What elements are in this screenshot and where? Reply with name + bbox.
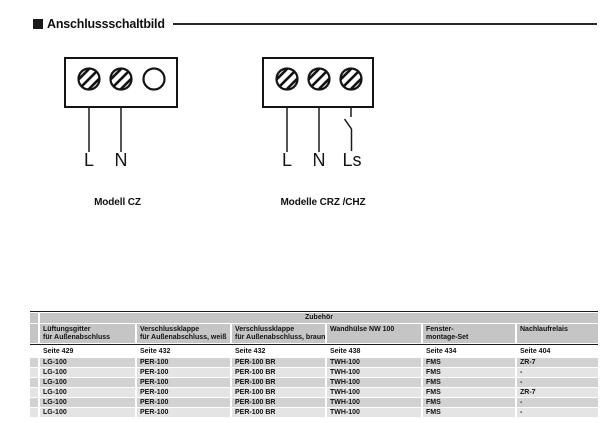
column-header-line1: Wandhülse NW 100	[330, 326, 395, 333]
table-cell: PER-100	[137, 358, 230, 367]
table-cell: PER-100	[137, 398, 230, 407]
table-body	[30, 358, 598, 417]
column-header-line2: montage-Set	[426, 334, 469, 341]
wire-label-n: N	[114, 150, 128, 170]
column-header	[232, 324, 325, 343]
table-cell: PER-100	[137, 378, 230, 387]
table-title-row	[30, 313, 598, 323]
table-title: Zubehör	[40, 313, 598, 323]
diagram-caption-crz-chz: Modelle CRZ /CHZ	[280, 197, 366, 208]
table-row	[30, 368, 598, 377]
table-top-border	[30, 311, 598, 312]
table-cell: LG-100	[40, 358, 135, 367]
table-cell: PER-100 BR	[232, 408, 325, 417]
table-strip-cell	[30, 378, 38, 387]
table-strip-cell	[30, 388, 38, 397]
table-cell: TWH-100	[327, 388, 421, 397]
column-header-line1: Lüftungsgitter	[43, 326, 91, 333]
column-header-line2: für Außenabschluss	[43, 334, 111, 341]
table-cell: PER-100 BR	[232, 368, 325, 377]
wire-label-ls: Ls	[342, 150, 362, 170]
switch-icon	[345, 119, 352, 129]
table-cell: TWH-100	[327, 378, 421, 387]
section-header	[33, 16, 597, 32]
table-cell: -	[517, 378, 598, 387]
page-ref-cell: Seite 432	[232, 346, 325, 357]
table-cell: TWH-100	[327, 398, 421, 407]
table-cell: PER-100 BR	[232, 378, 325, 387]
table-cell: ZR-7	[517, 358, 598, 367]
column-header-line1: Verschlussklappe	[235, 326, 295, 333]
page-ref-cell: Seite 429	[40, 346, 135, 357]
table-row	[30, 408, 598, 417]
table-cell: LG-100	[40, 378, 135, 387]
page-ref-cell: Seite 432	[137, 346, 230, 357]
table-cell: FMS	[423, 398, 515, 407]
column-header	[327, 324, 421, 343]
section-marker-icon	[33, 19, 43, 29]
column-header-line2: für Außenabschluss, weiß	[140, 334, 227, 341]
table-row	[30, 398, 598, 407]
diagram-caption-cz: Modell CZ	[94, 197, 141, 208]
table-row	[30, 358, 598, 367]
table-row	[30, 378, 598, 387]
column-header	[40, 324, 135, 343]
table-strip-cell	[30, 398, 38, 407]
table-cell: PER-100 BR	[232, 358, 325, 367]
column-header	[517, 324, 598, 343]
wire-label-n: N	[312, 150, 326, 170]
table-cell: ZR-7	[517, 388, 598, 397]
table-cell: PER-100 BR	[232, 398, 325, 407]
table-cell: PER-100	[137, 388, 230, 397]
table-header-divider	[30, 344, 598, 345]
table-cell: LG-100	[40, 408, 135, 417]
table-cell: FMS	[423, 408, 515, 417]
page-ref-cell: Seite 438	[327, 346, 421, 357]
table-cell: -	[517, 368, 598, 377]
table-strip-cell	[30, 408, 38, 417]
table-cell: PER-100	[137, 368, 230, 377]
page-ref-cell: Seite 404	[517, 346, 598, 357]
table-cell: TWH-100	[327, 368, 421, 377]
table-cell: FMS	[423, 378, 515, 387]
table-cell: TWH-100	[327, 408, 421, 417]
column-header-line1: Nachlaufrelais	[520, 326, 568, 333]
table-pagerefs-row	[30, 346, 598, 357]
table-row	[30, 388, 598, 397]
table-strip-cell	[30, 313, 38, 323]
table-cell: PER-100	[137, 408, 230, 417]
table-strip-cell	[30, 368, 38, 377]
table-cell: TWH-100	[327, 358, 421, 367]
empty-terminal-icon	[144, 69, 165, 90]
column-header	[137, 324, 230, 343]
wiring-diagram-crz-chz	[253, 50, 388, 172]
wiring-diagram-cz	[55, 50, 190, 172]
table-header-row	[30, 324, 598, 343]
column-header-line1: Fenster-	[426, 326, 454, 333]
table-cell: LG-100	[40, 388, 135, 397]
table-cell: FMS	[423, 368, 515, 377]
table-cell: PER-100 BR	[232, 388, 325, 397]
table-strip-cell	[30, 324, 38, 343]
wire-label-l: L	[281, 150, 293, 170]
table-cell: LG-100	[40, 368, 135, 377]
section-title: Anschlussschaltbild	[47, 17, 165, 31]
wires	[287, 108, 352, 152]
section-rule	[173, 23, 597, 24]
wires	[89, 108, 121, 152]
column-header-line2: für Außenabschluss, braun	[235, 334, 325, 341]
page-ref-cell: Seite 434	[423, 346, 515, 357]
table-cell: -	[517, 408, 598, 417]
table-strip-cell	[30, 346, 38, 357]
column-header-line1: Verschlussklappe	[140, 326, 200, 333]
table-cell: LG-100	[40, 398, 135, 407]
table-cell: FMS	[423, 358, 515, 367]
wire-label-l: L	[83, 150, 95, 170]
accessories-table	[30, 311, 598, 417]
table-cell: -	[517, 398, 598, 407]
table-strip-cell	[30, 358, 38, 367]
table-cell: FMS	[423, 388, 515, 397]
column-header	[423, 324, 515, 343]
